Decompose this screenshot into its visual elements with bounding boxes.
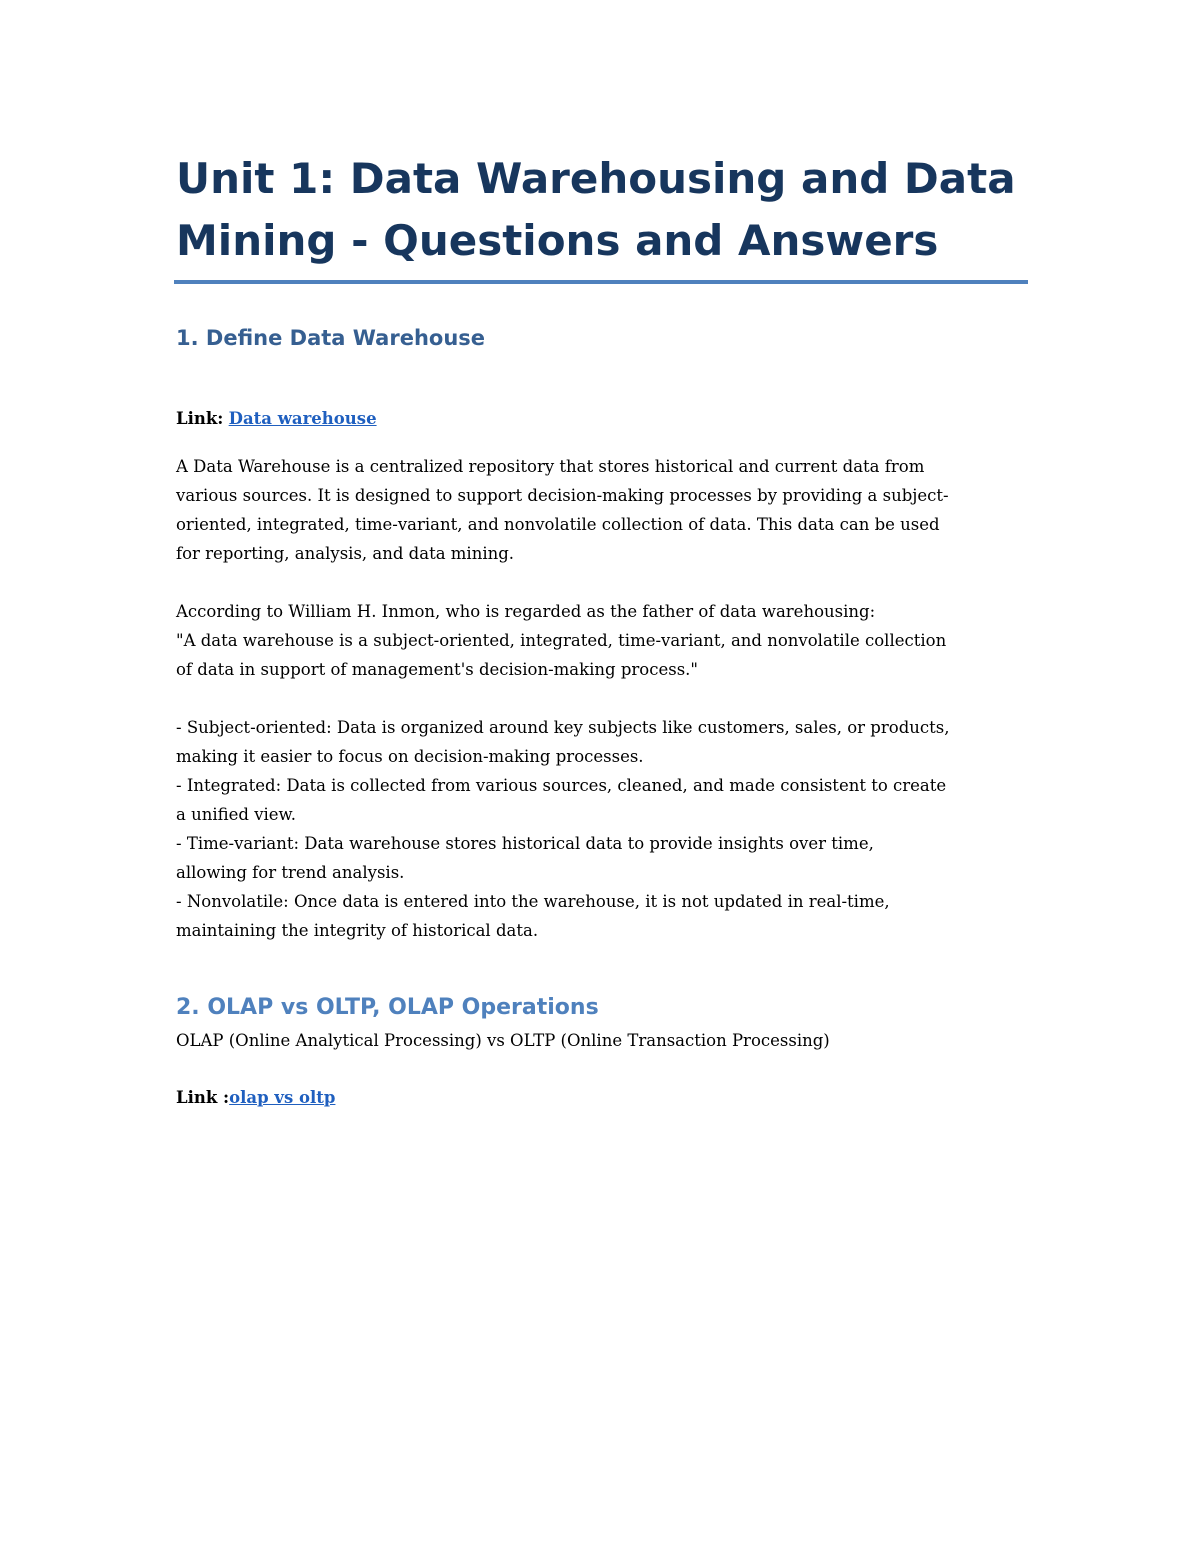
section-2-link-line [176, 1083, 1028, 1112]
title-divider [174, 280, 1028, 284]
paragraph-line: According to William H. Inmon, who is regarded as the father of data warehousing: [176, 602, 876, 621]
inmon-quote-paragraph [176, 597, 1028, 684]
list-item: maintaining the integrity of historical data. [176, 921, 539, 940]
section-1-link-line [176, 404, 1028, 433]
list-item: - Time-variant: Data warehouse stores historical data to provide insights over time, [176, 834, 874, 853]
list-item: allowing for trend analysis. [176, 863, 405, 882]
section-1-heading: 1. Define Data Warehouse [176, 326, 486, 350]
paragraph-line: various sources. It is designed to support decision-making processes by providing a subject- [176, 486, 949, 505]
section-2-heading: 2. OLAP vs OLTP, OLAP Operations [176, 995, 599, 1020]
list-item: - Nonvolatile: Once data is entered into the warehouse, it is not updated in real-time, [176, 892, 890, 911]
document-title: Unit 1: Data Warehousing and Data Mining - Questions and Answers [176, 154, 1016, 265]
data-warehouse-link[interactable]: Data warehouse [228, 409, 377, 428]
list-item: - Integrated: Data is collected from various sources, cleaned, and made consistent to create [176, 776, 947, 795]
paragraph-line: for reporting, analysis, and data mining. [176, 544, 515, 563]
section-2-subtitle: OLAP (Online Analytical Processing) vs OLTP (Online Transaction Processing) [176, 1031, 830, 1050]
definition-paragraph [176, 452, 1028, 568]
paragraph-line: "A data warehouse is a subject-oriented, integrated, time-variant, and nonvolatile collection [176, 631, 947, 650]
characteristics-list [176, 713, 1028, 945]
paragraph-line: A Data Warehouse is a centralized repository that stores historical and current data from [176, 457, 925, 476]
olap-vs-oltp-link[interactable]: olap vs oltp [229, 1088, 336, 1107]
link-label: Link: [176, 409, 224, 428]
paragraph-line: of data in support of management's decision-making process." [176, 660, 699, 679]
paragraph-line: oriented, integrated, time-variant, and nonvolatile collection of data. This data can be used [176, 515, 940, 534]
document-page [176, 148, 1028, 1112]
list-item: making it easier to focus on decision-making processes. [176, 747, 644, 766]
link-label: Link : [176, 1088, 230, 1107]
list-item: - Subject-oriented: Data is organized around key subjects like customers, sales, or products, [176, 718, 950, 737]
list-item: a unified view. [176, 805, 296, 824]
